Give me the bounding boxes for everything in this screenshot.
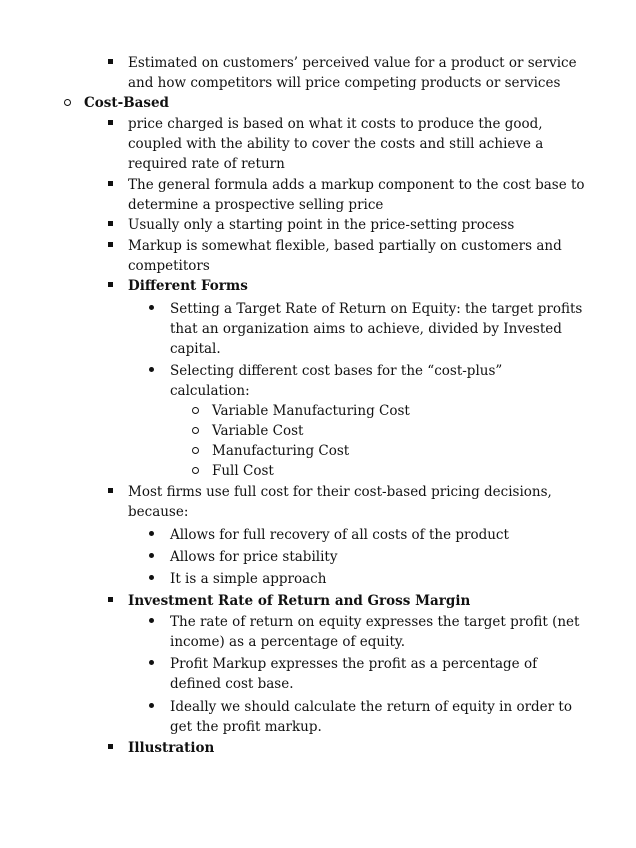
list-item-text: Manufacturing Cost bbox=[212, 443, 350, 459]
list-item-text: Allows for price stability bbox=[170, 549, 338, 565]
section-heading: Cost-Based bbox=[84, 95, 169, 111]
circle-bullet-icon bbox=[192, 467, 199, 474]
square-bullet-icon bbox=[108, 120, 113, 125]
circle-bullet-icon bbox=[192, 427, 199, 434]
subsection-heading: Investment Rate of Return and Gross Margin bbox=[128, 593, 471, 609]
list-item-text: Markup is somewhat flexible, based partially on customers and bbox=[128, 238, 562, 254]
list-item-text: defined cost base. bbox=[170, 676, 294, 692]
list-item-text: Ideally we should calculate the return of equity in order to bbox=[170, 699, 572, 715]
circle-bullet-icon bbox=[64, 99, 71, 106]
round-bullet-icon bbox=[149, 660, 154, 665]
square-bullet-icon bbox=[108, 597, 113, 602]
list-item-text: Estimated on customers’ perceived value for a product or service bbox=[128, 55, 577, 71]
square-bullet-icon bbox=[108, 488, 113, 493]
round-bullet-icon bbox=[149, 575, 154, 580]
list-item-text: Most firms use full cost for their cost-based pricing decisions, bbox=[128, 484, 552, 500]
list-item-text: Setting a Target Rate of Return on Equity: the target profits bbox=[170, 301, 583, 317]
list-item-text: Usually only a starting point in the price-setting process bbox=[128, 217, 515, 233]
round-bullet-icon bbox=[149, 553, 154, 558]
list-item-text: determine a prospective selling price bbox=[128, 197, 384, 213]
subsection-heading: Illustration bbox=[128, 740, 215, 756]
square-bullet-icon bbox=[108, 744, 113, 749]
list-item-text: Selecting different cost bases for the “cost-plus” bbox=[170, 363, 503, 379]
list-item-text: Full Cost bbox=[212, 463, 274, 479]
round-bullet-icon bbox=[149, 305, 154, 310]
round-bullet-icon bbox=[149, 618, 154, 623]
square-bullet-icon bbox=[108, 282, 113, 287]
list-item-text: price charged is based on what it costs to produce the good, bbox=[128, 116, 543, 132]
square-bullet-icon bbox=[108, 221, 113, 226]
round-bullet-icon bbox=[149, 531, 154, 536]
list-item-text: capital. bbox=[170, 341, 221, 357]
list-item-text: calculation: bbox=[170, 383, 250, 399]
list-item-text: Allows for full recovery of all costs of the product bbox=[170, 527, 509, 543]
square-bullet-icon bbox=[108, 242, 113, 247]
list-item-text: that an organization aims to achieve, divided by Invested bbox=[170, 321, 562, 337]
round-bullet-icon bbox=[149, 703, 154, 708]
list-item-text: get the profit markup. bbox=[170, 719, 322, 735]
list-item-text: The general formula adds a markup component to the cost base to bbox=[128, 177, 585, 193]
square-bullet-icon bbox=[108, 181, 113, 186]
list-item-text: income) as a percentage of equity. bbox=[170, 634, 405, 650]
list-item-text: because: bbox=[128, 504, 189, 520]
list-item-text: competitors bbox=[128, 258, 210, 274]
list-item-text: The rate of return on equity expresses the target profit (net bbox=[170, 614, 580, 630]
list-item-text: required rate of return bbox=[128, 156, 285, 172]
circle-bullet-icon bbox=[192, 407, 199, 414]
list-item-text: coupled with the ability to cover the costs and still achieve a bbox=[128, 136, 544, 152]
list-item-text: It is a simple approach bbox=[170, 571, 327, 587]
square-bullet-icon bbox=[108, 59, 113, 64]
list-item-text: and how competitors will price competing products or services bbox=[128, 75, 561, 91]
list-item-text: Variable Cost bbox=[212, 423, 304, 439]
subsection-heading: Different Forms bbox=[128, 278, 248, 294]
round-bullet-icon bbox=[149, 367, 154, 372]
list-item-text: Variable Manufacturing Cost bbox=[212, 403, 410, 419]
circle-bullet-icon bbox=[192, 447, 199, 454]
list-item-text: Profit Markup expresses the profit as a percentage of bbox=[170, 656, 538, 672]
